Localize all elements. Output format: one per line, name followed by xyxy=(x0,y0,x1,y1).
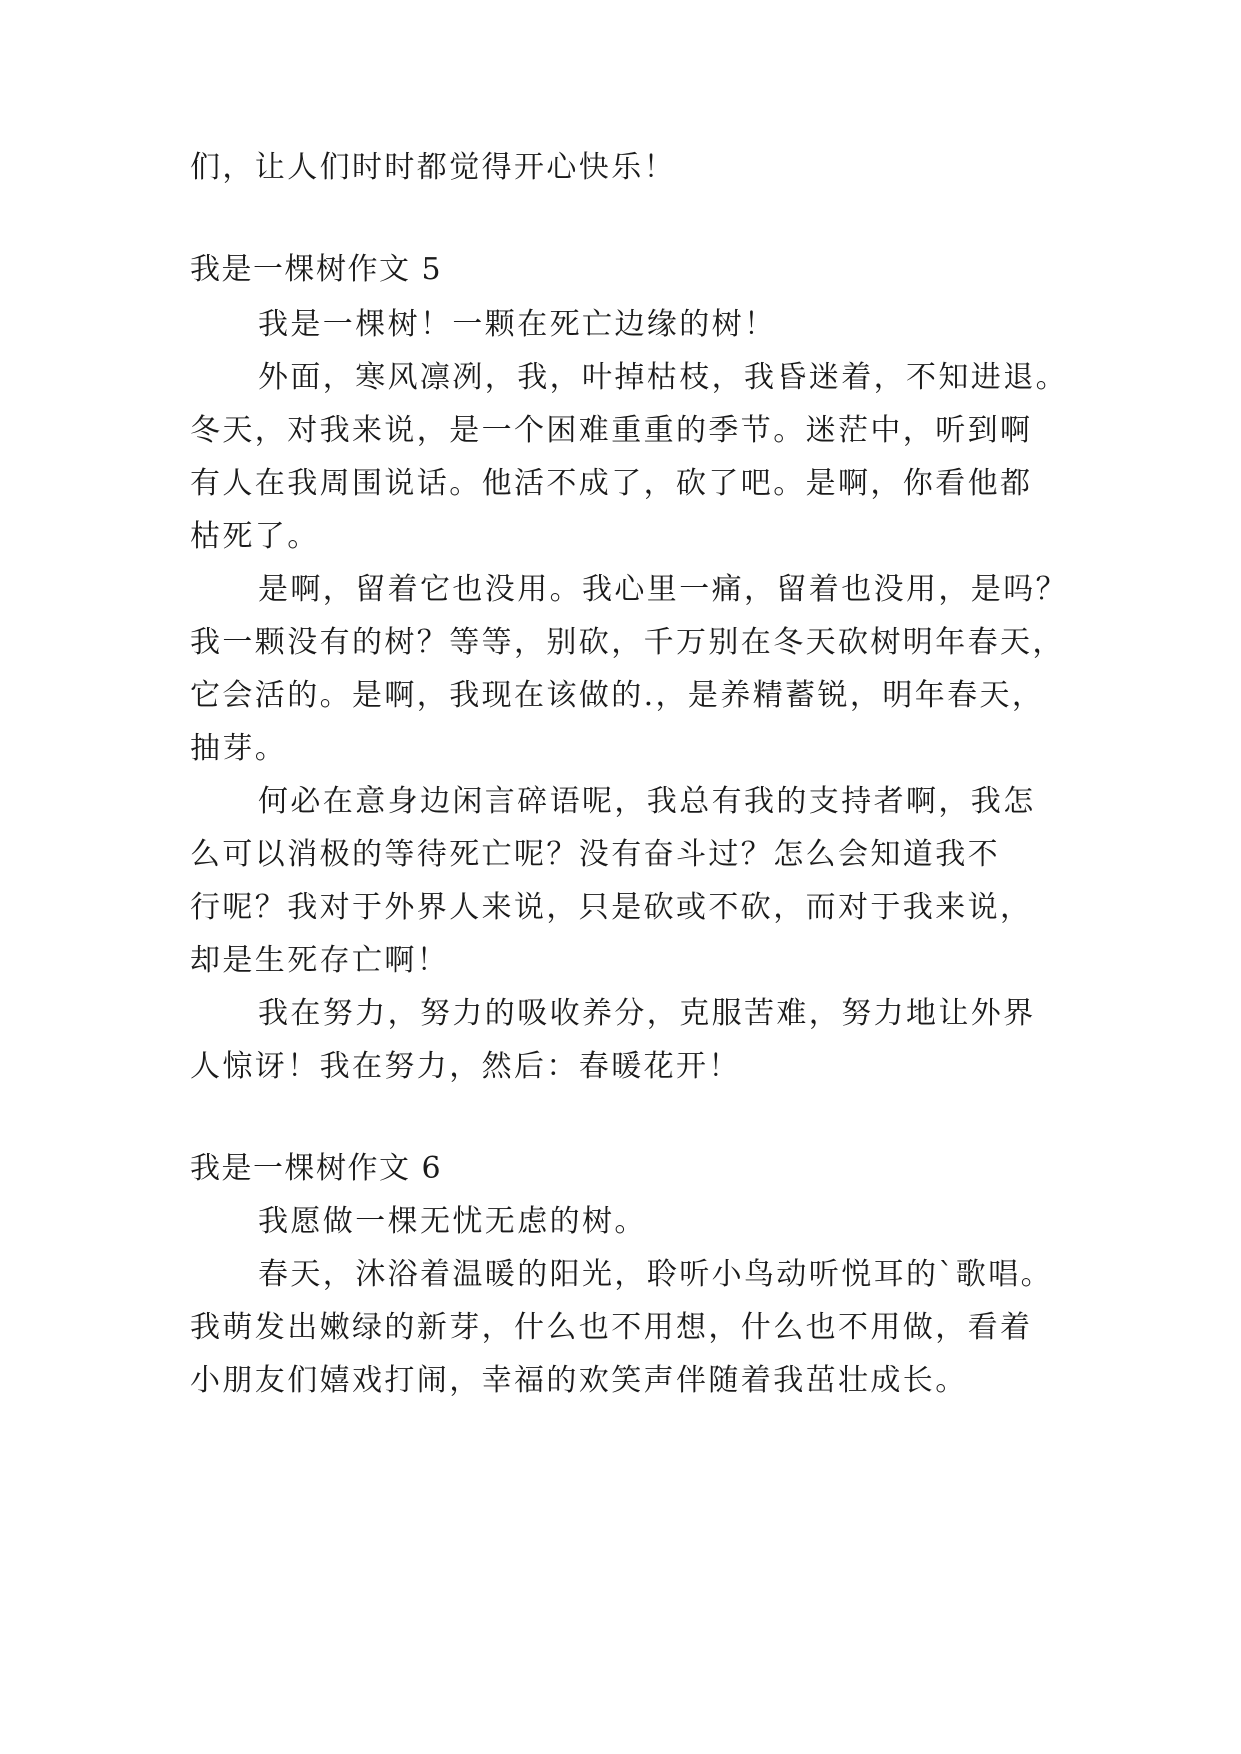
paragraph-line: 我是一棵树！一颗在死亡边缘的树！ xyxy=(258,307,777,342)
paragraph-line: 我一颗没有的树？等等，别砍，千万别在冬天砍树明年春天， xyxy=(190,625,1065,660)
paragraph-line: 春天，沐浴着温暖的阳光，聆听小鸟动听悦耳的`歌唱。 xyxy=(258,1257,1053,1292)
section-heading-5: 我是一棵树作文 5 xyxy=(190,252,443,287)
paragraph-line: 么可以消极的等待死亡呢？没有奋斗过？怎么会知道我不 xyxy=(190,837,1000,872)
paragraph-line: 却是生死存亡啊！ xyxy=(190,943,450,978)
paragraph-line: 有人在我周围说话。他活不成了，砍了吧。是啊，你看他都 xyxy=(190,466,1033,501)
paragraph-line: 何必在意身边闲言碎语呢，我总有我的支持者啊，我怎 xyxy=(258,784,1036,819)
paragraph-line: 抽芽。 xyxy=(190,731,288,766)
paragraph-line: 外面，寒风凛冽，我，叶掉枯枝，我昏迷着，不知进退。 xyxy=(258,360,1068,395)
paragraph-line: 枯死了。 xyxy=(190,519,320,554)
paragraph-line: 们，让人们时时都觉得开心快乐！ xyxy=(190,150,676,185)
paragraph-line: 冬天，对我来说，是一个困难重重的季节。迷茫中，听到啊 xyxy=(190,413,1033,448)
paragraph-line: 我萌发出嫩绿的新芽，什么也不用想，什么也不用做，看着 xyxy=(190,1310,1033,1345)
paragraph-line: 我在努力，努力的吸收养分，克服苦难，努力地让外界 xyxy=(258,996,1036,1031)
paragraph-line: 我愿做一棵无忧无虑的树。 xyxy=(258,1204,647,1239)
paragraph-line: 是啊，留着它也没用。我心里一痛，留着也没用，是吗？ xyxy=(258,572,1068,607)
paragraph-line: 人惊讶！我在努力，然后：春暖花开！ xyxy=(190,1049,741,1084)
section-heading-6: 我是一棵树作文 6 xyxy=(190,1151,443,1186)
paragraph-line: 它会活的。是啊，我现在该做的.，是养精蓄锐，明年春天， xyxy=(190,678,1045,713)
paragraph-line: 小朋友们嬉戏打闹，幸福的欢笑声伴随着我茁壮成长。 xyxy=(190,1363,968,1398)
paragraph-line: 行呢？我对于外界人来说，只是砍或不砍，而对于我来说， xyxy=(190,890,1033,925)
